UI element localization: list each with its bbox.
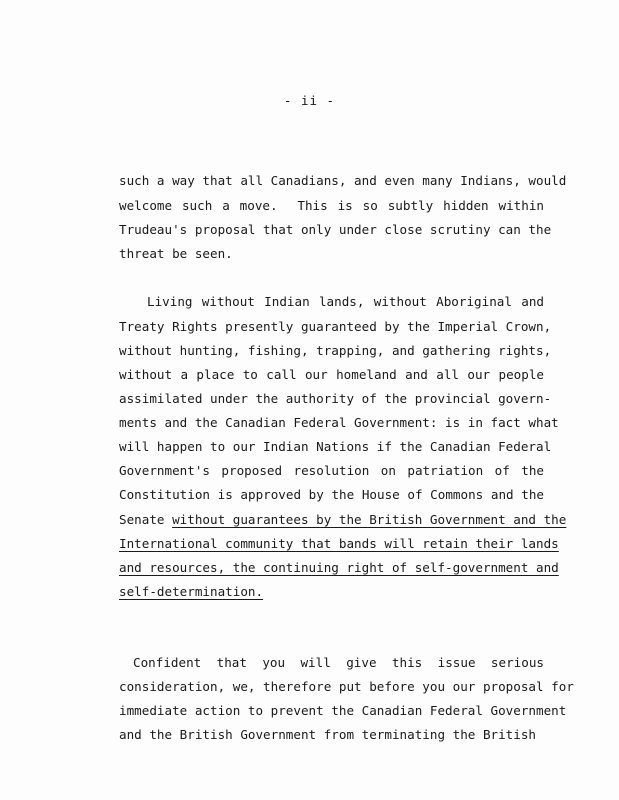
page-number: - ii - [283, 93, 336, 108]
paragraph-1-line-2: welcome such a move. This is so subtly hidden within [119, 198, 544, 213]
paragraph-2-line-4: without a place to call our homeland and all our people [119, 367, 544, 382]
paragraph-3-line-3: immediate action to prevent the Canadian Federal Government [119, 703, 567, 718]
paragraph-2-underlined-line-2: and resources, the continuing right of self-government and [119, 560, 559, 575]
paragraph-2-line-10 [119, 512, 567, 528]
paragraph-3-line-4: and the British Government from terminating the British [119, 727, 537, 742]
paragraph-1-line-3: Trudeau's proposal that only under close scrutiny can the [119, 222, 552, 237]
paragraph-2-line-3: without hunting, fishing, trapping, and gathering rights, [119, 343, 552, 358]
paragraph-2-line-9: Constitution is approved by the House of Commons and the [119, 487, 544, 502]
paragraph-2-underlined-line-1: International community that bands will retain their lands [119, 536, 559, 551]
paragraph-3-line-1: Confident that you will give this issue serious [133, 655, 544, 670]
mixed-line-underlined-text: without guarantees by the British Government and the [172, 512, 567, 527]
paragraph-2-line-2: Treaty Rights presently guaranteed by the Imperial Crown, [119, 319, 552, 334]
paragraph-2-line-1: Living without Indian lands, without Aboriginal and [147, 294, 544, 309]
paragraph-2-line-8: Government's proposed resolution on patriation of the [119, 463, 544, 478]
mixed-line-plain-text: Senate [119, 512, 173, 527]
paragraph-1-line-4: threat be seen. [119, 246, 233, 261]
paragraph-2-underlined-line-3: self-determination. [119, 584, 264, 599]
paragraph-2-line-5: assimilated under the authority of the provincial govern- [119, 391, 552, 406]
paragraph-3-line-2: consideration, we, therefore put before you our proposal for [119, 679, 574, 694]
paragraph-2-line-7: will happen to our Indian Nations if the Canadian Federal [119, 439, 552, 454]
paragraph-1-line-1: such a way that all Canadians, and even many Indians, would [119, 173, 567, 188]
paragraph-2-line-6: ments and the Canadian Federal Government: is in fact what [119, 415, 559, 430]
